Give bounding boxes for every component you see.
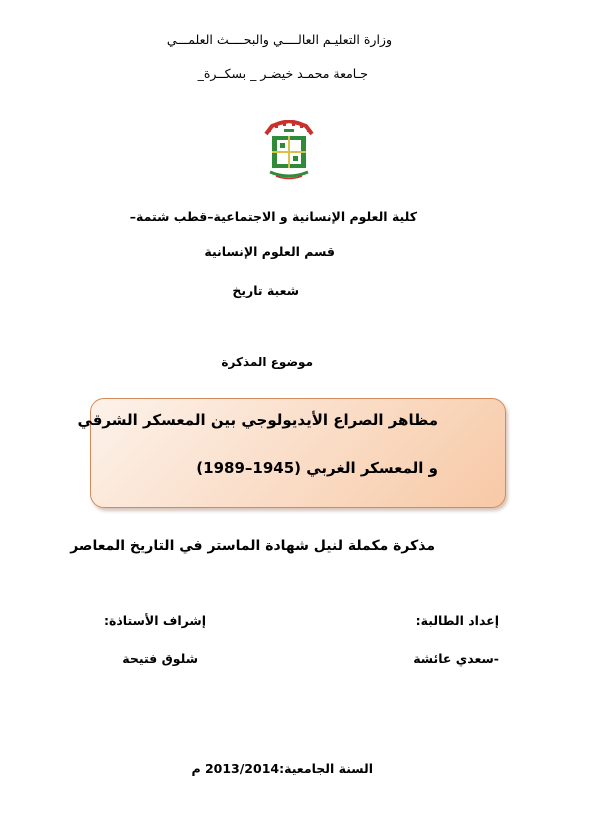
university-emblem-icon	[262, 120, 316, 182]
memo-title-line-1: مظاهر الصراع الأيديولوجي بين المعسكر الشرقي	[77, 411, 438, 429]
academic-year: السنة الجامعية:2013/2014 م	[191, 761, 373, 776]
memo-subject-label: موضوع المذكرة	[221, 355, 313, 369]
memo-title-box	[77, 398, 506, 508]
supervisor-name: شلوق فتيحة	[122, 651, 198, 666]
department-name: قسم العلوم الإنسانية	[204, 244, 335, 259]
university-name: جـامعة محمـد خيضـر _ بسكــرة_	[197, 66, 368, 81]
student-label: إعداد الطالبة:	[415, 613, 499, 628]
memo-purpose: مذكرة مكملة لنيل شهادة الماستر في التاريخ المعاصر	[70, 538, 435, 554]
faculty-name: كلية العلوم الإنسانية و الاجتماعية–قطب شتمة–	[129, 209, 417, 224]
memo-title-line-2: و المعسكر الغربي (1945–1989)	[196, 459, 438, 477]
student-name: -سعدي عائشة	[413, 651, 499, 666]
ministry-name: وزارة التعليـم العالــــي والبحــــث العلمـــي	[166, 32, 392, 47]
supervisor-label: إشراف الأستاذة:	[104, 613, 206, 628]
branch-name: شعبة تاريخ	[232, 283, 299, 298]
